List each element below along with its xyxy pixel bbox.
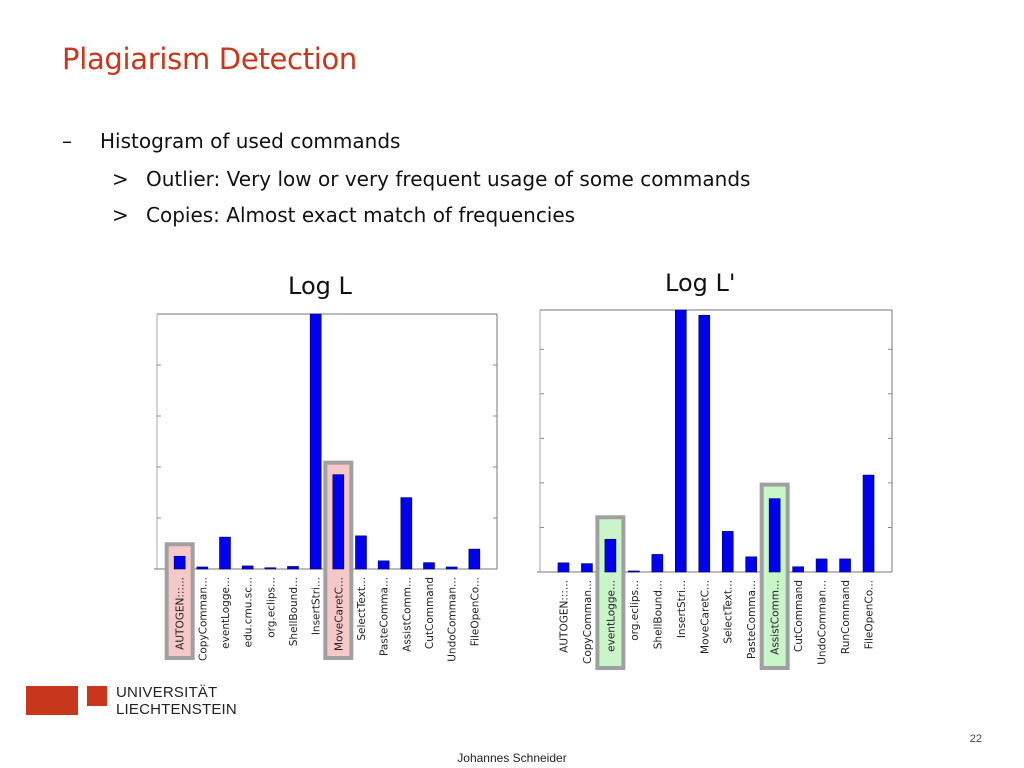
bar xyxy=(652,554,663,572)
bar xyxy=(581,564,592,572)
bullet-marker: > xyxy=(112,167,129,191)
bar xyxy=(840,559,851,572)
x-tick-label: MoveCaretC... xyxy=(699,580,712,654)
x-tick-label: FileOpenCo... xyxy=(469,577,482,647)
x-tick-label: AssistComm... xyxy=(769,580,782,655)
x-tick-label: edu.cmu.sc... xyxy=(242,577,255,648)
bar xyxy=(605,539,616,572)
x-tick-label: AUTOGEN:::... xyxy=(558,580,571,653)
x-tick-label: CutCommand xyxy=(424,577,436,650)
x-tick-label: ShellBound... xyxy=(288,577,300,647)
logo-mark-small xyxy=(87,686,107,706)
page-number: 22 xyxy=(969,733,982,745)
bar xyxy=(769,499,780,572)
x-tick-label: InsertStri... xyxy=(675,580,688,639)
bar xyxy=(446,567,457,569)
x-tick-label: CutCommand xyxy=(793,580,806,653)
footer-author: Johannes Schneider xyxy=(457,751,567,765)
x-tick-label: CopyComman... xyxy=(581,580,594,664)
bullet-text: Histogram of used commands xyxy=(100,129,401,153)
x-tick-label: PasteComma... xyxy=(378,577,391,657)
bullet-marker: > xyxy=(112,203,129,227)
x-tick-label: MoveCaretC... xyxy=(333,577,346,651)
x-tick-label: CopyComman... xyxy=(197,577,210,661)
bar xyxy=(242,566,253,569)
bar xyxy=(469,549,480,569)
chart-title: Log L' xyxy=(665,269,736,297)
logo-line1: UNIVERSITÄT xyxy=(116,684,218,701)
bar xyxy=(746,557,757,572)
x-tick-label: eventLogge... xyxy=(220,577,232,649)
x-tick-label: UndoComman... xyxy=(446,577,459,662)
bar xyxy=(174,556,185,569)
x-tick-label: PasteComma... xyxy=(746,580,759,660)
bar xyxy=(722,531,733,572)
bar xyxy=(265,568,276,569)
bar xyxy=(401,498,412,569)
chart-title: Log L xyxy=(288,272,352,300)
bar xyxy=(558,563,569,572)
bar xyxy=(378,561,389,569)
x-tick-label: RunCommand xyxy=(840,580,853,655)
x-tick-label: SelectText... xyxy=(356,577,368,641)
x-tick-label: AUTOGEN:::... xyxy=(174,577,187,650)
x-tick-label: org.eclips... xyxy=(628,580,641,641)
bar xyxy=(816,559,827,572)
bullet-marker: – xyxy=(62,129,72,153)
x-tick-label: eventLogge... xyxy=(605,580,618,652)
bar xyxy=(675,310,686,572)
bullet-text: Outlier: Very low or very frequent usage of some commands xyxy=(146,167,751,191)
bar xyxy=(628,571,639,572)
bar xyxy=(220,537,231,569)
x-tick-label: org.eclips... xyxy=(265,577,278,638)
bar xyxy=(197,567,208,569)
logo-line2: LIECHTENSTEIN xyxy=(116,701,237,718)
logo-mark-large xyxy=(26,686,78,715)
bar xyxy=(288,566,299,569)
x-tick-label: ShellBound... xyxy=(652,580,665,650)
bar xyxy=(793,567,804,572)
bar xyxy=(863,475,874,572)
x-tick-label: FileOpenCo... xyxy=(863,580,876,650)
x-tick-label: AssistComm... xyxy=(401,577,414,652)
bar xyxy=(424,563,435,569)
bar xyxy=(310,314,321,569)
slide-title: Plagiarism Detection xyxy=(62,42,357,76)
x-tick-label: InsertStri... xyxy=(310,577,323,636)
university-logo xyxy=(26,686,246,722)
x-tick-label: SelectText... xyxy=(722,580,735,644)
bar xyxy=(699,315,710,572)
bullet-text: Copies: Almost exact match of frequencies xyxy=(146,203,576,227)
bar xyxy=(356,536,367,569)
x-tick-label: UndoComman... xyxy=(816,580,829,665)
bar xyxy=(333,475,344,569)
